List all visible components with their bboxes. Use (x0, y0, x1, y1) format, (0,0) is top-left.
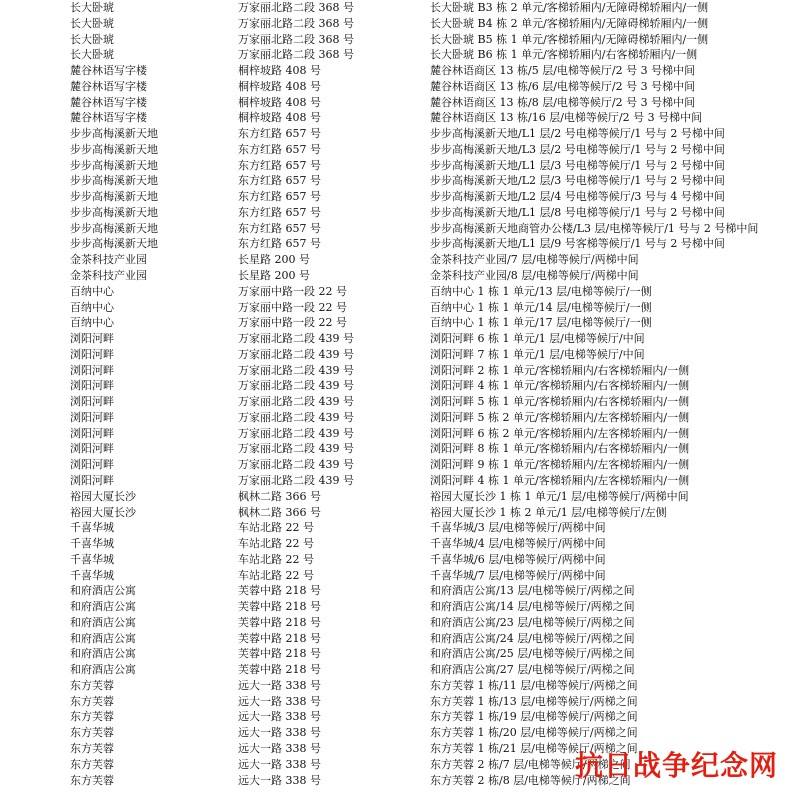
table-row (0, 473, 800, 489)
location-detail-cell: 和府酒店公寓/13 层/电梯等候厅/两梯之间 (430, 584, 635, 598)
location-detail-cell: 和府酒店公寓/24 层/电梯等候厅/两梯之间 (430, 631, 635, 645)
building-name-cell: 东方芙蓉 (70, 741, 114, 755)
location-detail-cell: 浏阳河畔 6 栋 1 单元/1 层/电梯等候厅/中间 (430, 332, 645, 346)
address-cell: 芙蓉中路 218 号 (238, 615, 321, 629)
building-name-cell: 裕园大厦长沙 (70, 489, 136, 503)
building-name-cell: 东方芙蓉 (70, 678, 114, 692)
building-name-cell: 长大卧琥 (70, 16, 114, 30)
building-name-cell: 金茶科技产业园 (70, 269, 147, 283)
table-row (0, 378, 800, 394)
table-row (0, 426, 800, 442)
address-cell: 万家丽中路一段 22 号 (238, 316, 347, 330)
building-name-cell: 和府酒店公寓 (70, 600, 136, 614)
address-cell: 车站北路 22 号 (238, 521, 314, 535)
address-cell: 长星路 200 号 (238, 269, 310, 283)
address-cell: 万家丽北路二段 439 号 (238, 332, 354, 346)
building-name-cell: 百纳中心 (70, 300, 114, 314)
location-detail-cell: 东方芙蓉 1 栋/11 层/电梯等候厅/两梯之间 (430, 678, 638, 692)
building-name-cell: 步步高梅溪新天地 (70, 158, 158, 172)
building-name-cell: 和府酒店公寓 (70, 631, 136, 645)
address-cell: 万家丽北路二段 439 号 (238, 379, 354, 393)
building-name-cell: 和府酒店公寓 (70, 615, 136, 629)
address-cell: 东方红路 657 号 (238, 158, 321, 172)
location-detail-cell: 千喜华城/4 层/电梯等候厅/两梯中间 (430, 537, 606, 551)
address-cell: 远大一路 338 号 (238, 726, 321, 740)
building-name-cell: 麓谷林语写字楼 (70, 79, 147, 93)
location-detail-cell: 浏阳河畔 4 栋 1 单元/客梯轿厢内/左客梯轿厢内/一侧 (430, 473, 690, 487)
building-name-cell: 金茶科技产业园 (70, 253, 147, 267)
building-name-cell: 百纳中心 (70, 284, 114, 298)
table-row (0, 173, 800, 189)
table-row (0, 457, 800, 473)
table-row (0, 347, 800, 363)
location-detail-cell: 步步高梅溪新天地/L1 层/9 号客梯等候厅/1 号与 2 号梯中间 (430, 237, 725, 251)
location-detail-cell: 千喜华城/7 层/电梯等候厅/两梯中间 (430, 568, 606, 582)
table-row (0, 631, 800, 647)
location-detail-cell: 浏阳河畔 7 栋 1 单元/1 层/电梯等候厅/中间 (430, 347, 645, 361)
address-cell: 车站北路 22 号 (238, 552, 314, 566)
location-detail-cell: 麓谷林语商区 13 栋/6 层/电梯等候厅/2 号 3 号梯中间 (430, 79, 696, 93)
building-name-cell: 千喜华城 (70, 552, 114, 566)
location-detail-cell: 浏阳河畔 9 栋 1 单元/客梯轿厢内/左客梯轿厢内/一侧 (430, 458, 690, 472)
building-name-cell: 步步高梅溪新天地 (70, 174, 158, 188)
location-detail-cell: 步步高梅溪新天地/L1 层/2 号电梯等候厅/1 号与 2 号梯中间 (430, 127, 725, 141)
building-name-cell: 步步高梅溪新天地 (70, 237, 158, 251)
address-cell: 万家丽北路二段 439 号 (238, 363, 354, 377)
address-cell: 万家丽中路一段 22 号 (238, 300, 347, 314)
table-row (0, 142, 800, 158)
table-row (0, 709, 800, 725)
building-name-cell: 麓谷林语写字楼 (70, 95, 147, 109)
building-name-cell: 千喜华城 (70, 568, 114, 582)
address-cell: 桐梓坡路 408 号 (238, 111, 321, 125)
building-name-cell: 浏阳河畔 (70, 458, 114, 472)
table-row (0, 189, 800, 205)
location-detail-cell: 浏阳河畔 5 栋 2 单元/客梯轿厢内/左客梯轿厢内/一侧 (430, 410, 690, 424)
location-detail-cell: 百纳中心 1 栋 1 单元/14 层/电梯等候厅/一侧 (430, 300, 652, 314)
location-detail-cell: 浏阳河畔 4 栋 1 单元/客梯轿厢内/右客梯轿厢内/一侧 (430, 379, 690, 393)
location-detail-cell: 千喜华城/3 层/电梯等候厅/两梯中间 (430, 521, 606, 535)
building-name-cell: 麓谷林语写字楼 (70, 64, 147, 78)
building-name-cell: 和府酒店公寓 (70, 584, 136, 598)
watermark: 抗日战争纪念网 (574, 749, 778, 782)
address-cell: 万家丽北路二段 439 号 (238, 458, 354, 472)
address-cell: 东方红路 657 号 (238, 237, 321, 251)
location-detail-cell: 百纳中心 1 栋 1 单元/13 层/电梯等候厅/一侧 (430, 284, 652, 298)
table-row (0, 410, 800, 426)
building-name-cell: 浏阳河畔 (70, 347, 114, 361)
table-row (0, 284, 800, 300)
location-detail-cell: 麓谷林语商区 13 栋/5 层/电梯等候厅/2 号 3 号梯中间 (430, 64, 696, 78)
building-name-cell: 步步高梅溪新天地 (70, 127, 158, 141)
address-cell: 车站北路 22 号 (238, 537, 314, 551)
table-row (0, 394, 800, 410)
address-cell: 枫林二路 366 号 (238, 505, 321, 519)
address-cell: 车站北路 22 号 (238, 568, 314, 582)
building-name-cell: 长大卧琥 (70, 48, 114, 62)
location-detail-cell: 浏阳河畔 8 栋 1 单元/客梯轿厢内/右客梯轿厢内/一侧 (430, 442, 690, 456)
building-name-cell: 东方芙蓉 (70, 694, 114, 708)
address-cell: 万家丽北路二段 439 号 (238, 347, 354, 361)
location-detail-cell: 金茶科技产业园/7 层/电梯等候厅/两梯中间 (430, 253, 639, 267)
table-row (0, 568, 800, 584)
building-name-cell: 浏阳河畔 (70, 363, 114, 377)
location-detail-cell: 和府酒店公寓/14 层/电梯等候厅/两梯之间 (430, 600, 635, 614)
location-detail-cell: 步步高梅溪新天地/L3 层/2 号电梯等候厅/1 号与 2 号梯中间 (430, 142, 725, 156)
address-cell: 芙蓉中路 218 号 (238, 663, 321, 677)
table-row (0, 205, 800, 221)
location-detail-cell: 东方芙蓉 2 栋/8 层/电梯等候厅/两梯之间 (430, 773, 631, 787)
location-detail-cell: 步步高梅溪新天地/L2 层/4 号电梯等候厅/3 号与 4 号梯中间 (430, 190, 725, 204)
address-cell: 万家丽中路一段 22 号 (238, 284, 347, 298)
address-cell: 万家丽北路二段 368 号 (238, 48, 354, 62)
address-cell: 万家丽北路二段 439 号 (238, 395, 354, 409)
address-cell: 远大一路 338 号 (238, 741, 321, 755)
location-detail-cell: 东方芙蓉 1 栋/19 层/电梯等候厅/两梯之间 (430, 710, 638, 724)
table-row (0, 300, 800, 316)
table-row (0, 694, 800, 710)
location-detail-cell: 步步高梅溪新天地/L1 层/3 号电梯等候厅/1 号与 2 号梯中间 (430, 158, 725, 172)
location-detail-cell: 东方芙蓉 1 栋/13 层/电梯等候厅/两梯之间 (430, 694, 638, 708)
building-name-cell: 长大卧琥 (70, 32, 114, 46)
building-name-cell: 千喜华城 (70, 521, 114, 535)
building-name-cell: 千喜华城 (70, 537, 114, 551)
building-name-cell: 和府酒店公寓 (70, 663, 136, 677)
table-row (0, 16, 800, 32)
address-cell: 万家丽北路二段 368 号 (238, 32, 354, 46)
address-cell: 万家丽北路二段 439 号 (238, 410, 354, 424)
table-row (0, 331, 800, 347)
table-row (0, 678, 800, 694)
address-cell: 远大一路 338 号 (238, 710, 321, 724)
address-cell: 远大一路 338 号 (238, 757, 321, 771)
building-name-cell: 浏阳河畔 (70, 442, 114, 456)
table-row (0, 441, 800, 457)
address-cell: 芙蓉中路 218 号 (238, 647, 321, 661)
table-row (0, 158, 800, 174)
table-row (0, 536, 800, 552)
building-name-cell: 裕园大厦长沙 (70, 505, 136, 519)
table-row (0, 110, 800, 126)
table-row (0, 79, 800, 95)
location-detail-cell: 麓谷林语商区 13 栋/16 层/电梯等候厅/2 号 3 号梯中间 (430, 111, 703, 125)
address-cell: 东方红路 657 号 (238, 190, 321, 204)
building-name-cell: 东方芙蓉 (70, 773, 114, 787)
address-cell: 枫林二路 366 号 (238, 489, 321, 503)
table-row (0, 489, 800, 505)
building-name-cell: 东方芙蓉 (70, 757, 114, 771)
address-cell: 桐梓坡路 408 号 (238, 95, 321, 109)
table-row (0, 599, 800, 615)
table-row (0, 252, 800, 268)
table-row (0, 583, 800, 599)
building-name-cell: 步步高梅溪新天地 (70, 221, 158, 235)
table-row (0, 32, 800, 48)
address-cell: 东方红路 657 号 (238, 127, 321, 141)
location-detail-cell: 长大卧琥 B5 栋 1 单元/客梯轿厢内/无障碍梯轿厢内/一侧 (430, 32, 709, 46)
building-name-cell: 东方芙蓉 (70, 710, 114, 724)
location-detail-cell: 和府酒店公寓/25 层/电梯等候厅/两梯之间 (430, 647, 635, 661)
table-row (0, 315, 800, 331)
location-detail-cell: 浏阳河畔 6 栋 2 单元/客梯轿厢内/左客梯轿厢内/一侧 (430, 426, 690, 440)
location-detail-cell: 步步高梅溪新天地/L2 层/3 号电梯等候厅/1 号与 2 号梯中间 (430, 174, 725, 188)
address-cell: 桐梓坡路 408 号 (238, 79, 321, 93)
location-detail-cell: 麓谷林语商区 13 栋/8 层/电梯等候厅/2 号 3 号梯中间 (430, 95, 696, 109)
table-row (0, 615, 800, 631)
location-detail-cell: 步步高梅溪新天地商管办公楼/L3 层/电梯等候厅/1 号与 2 号梯中间 (430, 221, 759, 235)
address-cell: 远大一路 338 号 (238, 694, 321, 708)
table-row (0, 63, 800, 79)
location-detail-cell: 裕园大厦长沙 1 栋 2 单元/1 层/电梯等候厅/左侧 (430, 505, 667, 519)
building-name-cell: 浏阳河畔 (70, 473, 114, 487)
table-row (0, 221, 800, 237)
location-detail-cell: 浏阳河畔 5 栋 1 单元/客梯轿厢内/右客梯轿厢内/一侧 (430, 395, 690, 409)
building-name-cell: 浏阳河畔 (70, 332, 114, 346)
location-detail-cell: 裕园大厦长沙 1 栋 1 单元/1 层/电梯等候厅/两梯中间 (430, 489, 689, 503)
location-detail-cell: 千喜华城/6 层/电梯等候厅/两梯中间 (430, 552, 606, 566)
address-cell: 万家丽北路二段 439 号 (238, 473, 354, 487)
table-row (0, 725, 800, 741)
building-name-cell: 步步高梅溪新天地 (70, 190, 158, 204)
building-name-cell: 步步高梅溪新天地 (70, 142, 158, 156)
table-row (0, 47, 800, 63)
location-detail-cell: 东方芙蓉 1 栋/20 层/电梯等候厅/两梯之间 (430, 726, 638, 740)
location-detail-cell: 浏阳河畔 2 栋 1 单元/客梯轿厢内/右客梯轿厢内/一侧 (430, 363, 690, 377)
table-row (0, 505, 800, 521)
table-row (0, 268, 800, 284)
address-cell: 远大一路 338 号 (238, 678, 321, 692)
location-detail-cell: 金茶科技产业园/8 层/电梯等候厅/两梯中间 (430, 269, 639, 283)
address-cell: 芙蓉中路 218 号 (238, 600, 321, 614)
table-row (0, 552, 800, 568)
building-name-cell: 浏阳河畔 (70, 395, 114, 409)
address-cell: 芙蓉中路 218 号 (238, 631, 321, 645)
location-detail-cell: 步步高梅溪新天地/L1 层/8 号电梯等候厅/1 号与 2 号梯中间 (430, 205, 725, 219)
building-name-cell: 浏阳河畔 (70, 410, 114, 424)
address-cell: 东方红路 657 号 (238, 221, 321, 235)
address-cell: 东方红路 657 号 (238, 174, 321, 188)
table-row (0, 126, 800, 142)
location-detail-cell: 东方芙蓉 2 栋/7 层/电梯等候厅/两梯之间 (430, 757, 631, 771)
building-name-cell: 百纳中心 (70, 316, 114, 330)
table-row (0, 95, 800, 111)
location-detail-cell: 百纳中心 1 栋 1 单元/17 层/电梯等候厅/一侧 (430, 316, 652, 330)
table-row (0, 0, 800, 16)
address-cell: 万家丽北路二段 439 号 (238, 442, 354, 456)
address-cell: 东方红路 657 号 (238, 205, 321, 219)
location-detail-cell: 长大卧琥 B6 栋 1 单元/客梯轿厢内/右客梯轿厢内/一侧 (430, 48, 698, 62)
location-detail-cell: 长大卧琥 B3 栋 2 单元/客梯轿厢内/无障碍梯轿厢内/一侧 (430, 1, 709, 14)
address-cell: 长星路 200 号 (238, 253, 310, 267)
building-name-cell: 步步高梅溪新天地 (70, 205, 158, 219)
table-row (0, 520, 800, 536)
address-cell: 东方红路 657 号 (238, 142, 321, 156)
table-row (0, 662, 800, 678)
address-cell: 万家丽北路二段 368 号 (238, 1, 354, 14)
building-name-cell: 浏阳河畔 (70, 426, 114, 440)
table-row (0, 363, 800, 379)
building-name-cell: 浏阳河畔 (70, 379, 114, 393)
building-name-cell: 和府酒店公寓 (70, 647, 136, 661)
building-name-cell: 麓谷林语写字楼 (70, 111, 147, 125)
table-row (0, 236, 800, 252)
location-detail-cell: 长大卧琥 B4 栋 2 单元/客梯轿厢内/无障碍梯轿厢内/一侧 (430, 16, 709, 30)
address-cell: 远大一路 338 号 (238, 773, 321, 787)
address-cell: 万家丽北路二段 368 号 (238, 16, 354, 30)
location-detail-cell: 和府酒店公寓/27 层/电梯等候厅/两梯之间 (430, 663, 635, 677)
building-name-cell: 长大卧琥 (70, 1, 114, 14)
building-name-cell: 东方芙蓉 (70, 726, 114, 740)
table-row (0, 646, 800, 662)
address-cell: 桐梓坡路 408 号 (238, 64, 321, 78)
location-detail-cell: 和府酒店公寓/23 层/电梯等候厅/两梯之间 (430, 615, 635, 629)
location-detail-cell: 东方芙蓉 1 栋/21 层/电梯等候厅/两梯之间 (430, 741, 638, 755)
address-cell: 芙蓉中路 218 号 (238, 584, 321, 598)
address-cell: 万家丽北路二段 439 号 (238, 426, 354, 440)
